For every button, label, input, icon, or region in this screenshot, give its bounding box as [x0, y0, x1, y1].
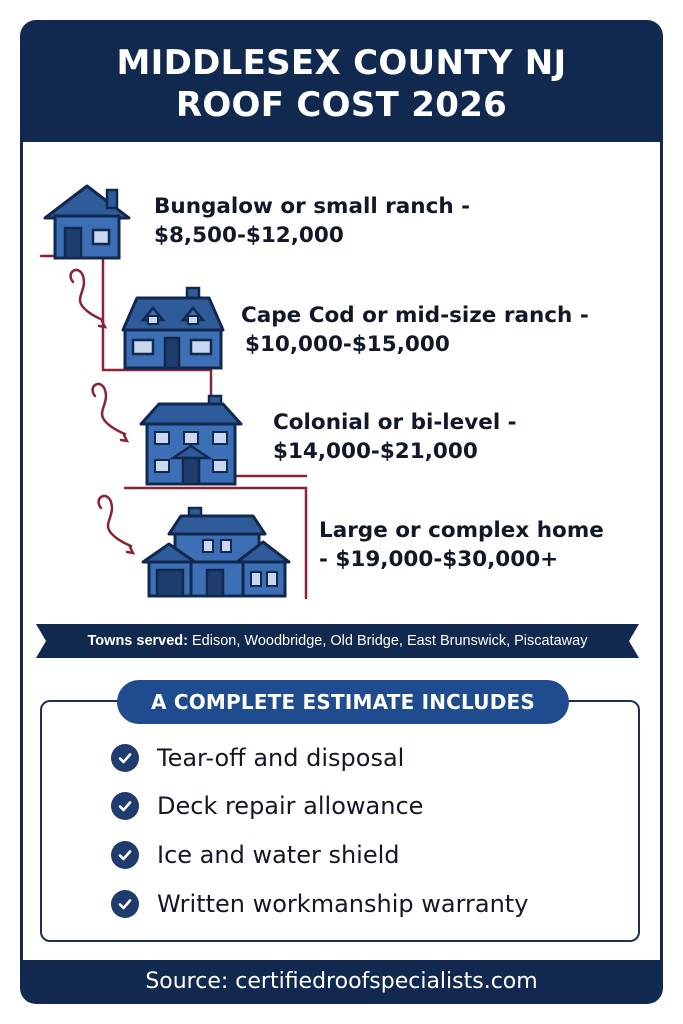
estimate-item-text: Written workmanship warranty [157, 890, 529, 918]
check-icon [111, 744, 139, 772]
estimate-item [111, 738, 404, 778]
estimate-item-text: Tear-off and disposal [157, 744, 405, 772]
tier-4-text [319, 516, 604, 574]
estimate-heading: A COMPLETE ESTIMATE INCLUDES [117, 680, 569, 724]
towns-banner [36, 624, 639, 658]
tier-1-price: $8,500-$12,000 [154, 223, 344, 248]
tier-2-text [241, 301, 589, 359]
estimate-item-text: Deck repair allowance [157, 792, 424, 820]
estimate-item [111, 835, 400, 875]
estimate-item [111, 786, 423, 826]
towns-label: Towns served: [87, 633, 188, 649]
header [20, 20, 663, 142]
tier-4-label: Large or complex home [319, 518, 604, 543]
estimate-item-text: Ice and water shield [157, 841, 400, 869]
title-line-1: MIDDLESEX COUNTY NJ [116, 43, 567, 83]
tier-4-price: - $19,000-$30,000+ [319, 547, 559, 572]
tier-1-text [154, 192, 470, 250]
check-icon [111, 841, 139, 869]
tier-3-label: Colonial or bi-level - [273, 410, 517, 435]
title-line-2: ROOF COST 2026 [175, 85, 508, 125]
house-small-icon [41, 182, 133, 262]
infographic-card [20, 20, 663, 1004]
check-icon [111, 890, 139, 918]
tier-3-text [273, 408, 517, 466]
towns-list: Edison, Woodbridge, Old Bridge, East Brunswick, Piscataway [187, 633, 588, 649]
estimate-item [111, 884, 528, 924]
check-icon [111, 792, 139, 820]
tier-3-price: $14,000-$21,000 [273, 439, 478, 464]
house-large-icon [141, 504, 293, 600]
towns-text [36, 624, 639, 658]
tier-2-price: $10,000-$15,000 [245, 332, 450, 357]
tier-2-label: Cape Cod or mid-size ranch - [241, 303, 589, 328]
house-cape-cod-icon [117, 284, 229, 372]
tier-1-label: Bungalow or small ranch - [154, 194, 471, 219]
house-colonial-icon [137, 392, 245, 488]
content-panel [23, 142, 660, 960]
source-footer: Source: certifiedroofspecialists.com [145, 969, 538, 994]
